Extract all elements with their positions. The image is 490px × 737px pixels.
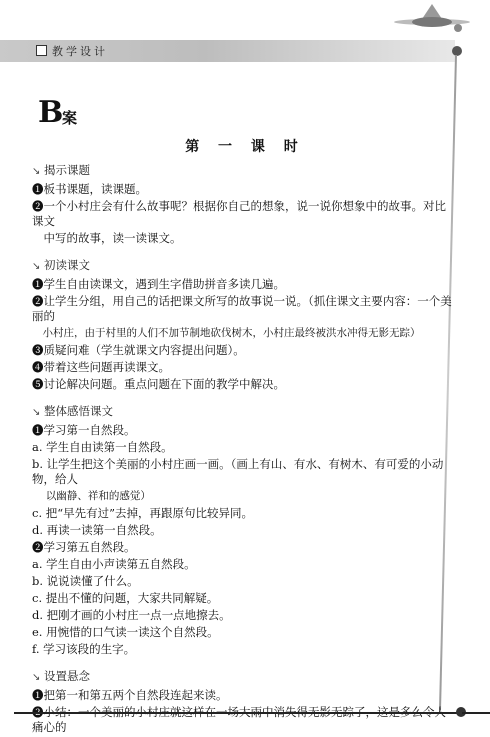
text-line: a. 学生自由小声读第五自然段。 (32, 557, 196, 571)
text-line: 以幽静、祥和的感觉） (32, 490, 151, 502)
arrow-icon: ↘ (32, 166, 41, 177)
arrow-icon: ↘ (32, 261, 41, 272)
section-mark-suffix: 案 (62, 109, 78, 127)
text-line: 痛心的 (32, 720, 67, 734)
text-line: ❹带着这些问题再读课文。 (32, 360, 170, 374)
header-decoration (390, 0, 490, 44)
text-line: ❶板书课题，读课题。 (32, 182, 147, 196)
section-heading: ↘ 揭示课题 (32, 163, 90, 177)
footer-rule (14, 712, 469, 714)
text-line: b. 让学生把这个美丽的小村庄画一画。（画上有山、有水、有树木、有可爱的小动物，给人 (32, 457, 444, 486)
section-heading: ↘ 设置悬念 (32, 669, 90, 683)
text-line: c. 提出不懂的问题，大家共同解疑。 (32, 591, 219, 605)
header-band (0, 40, 455, 62)
text-line: ❷学习第五自然段。 (32, 540, 136, 554)
text-line: d. 把刚才画的小村庄一点一点地擦去。 (32, 608, 231, 622)
text-line: 小村庄，由于村里的人们不加节制地砍伐树木，小村庄最终被洪水冲得无影无踪） (32, 327, 421, 339)
section-heading: ↘ 初读课文 (32, 258, 90, 272)
lesson-content (32, 163, 452, 737)
text-line: ❶学生自由读课文，遇到生字借助拼音多读几遍。 (32, 277, 285, 291)
text-line: ❷一个小村庄会有什么故事呢？根据你自己的想象，说一说你想象中的故事。对比课文 (32, 199, 446, 228)
text-line: b. 说说读懂了什么。 (32, 574, 139, 588)
text-line: c. 把“早先有过”去掉，再跟原句比较异同。 (32, 506, 254, 520)
footer-rule-end (462, 712, 490, 714)
arrow-icon: ↘ (32, 407, 41, 418)
text-line: ❺讨论解决问题。重点问题在下面的教学中解决。 (32, 377, 285, 391)
text-line: e. 用惋惜的口气读一读这个自然段。 (32, 625, 219, 639)
arrow-icon: ↘ (32, 672, 41, 683)
text-line: ❶学习第一自然段。 (32, 423, 136, 437)
text-line: ❶把第一和第五两个自然段连起来读。 (32, 688, 228, 702)
section-heading: ↘ 整体感悟课文 (32, 404, 113, 418)
header-square-icon (36, 45, 47, 56)
lesson-title: 第 一 课 时 (185, 139, 305, 155)
text-line: f. 学习该段的生字。 (32, 642, 136, 656)
section-mark-letter: B (38, 95, 64, 130)
text-line: 中写的故事，读一读课文。 (32, 231, 182, 245)
text-line: ❷让学生分组，用自己的话把课文所写的故事说一说。（抓住课文主要内容：一个美丽的 (32, 294, 452, 323)
text-line: a. 学生自由读第一自然段。 (32, 440, 173, 454)
text-line: ❸质疑问难（学生就课文内容提出问题）。 (32, 343, 245, 357)
text-line: d. 再读一读第一自然段。 (32, 523, 162, 537)
header-label: 教学设计 (52, 45, 108, 58)
